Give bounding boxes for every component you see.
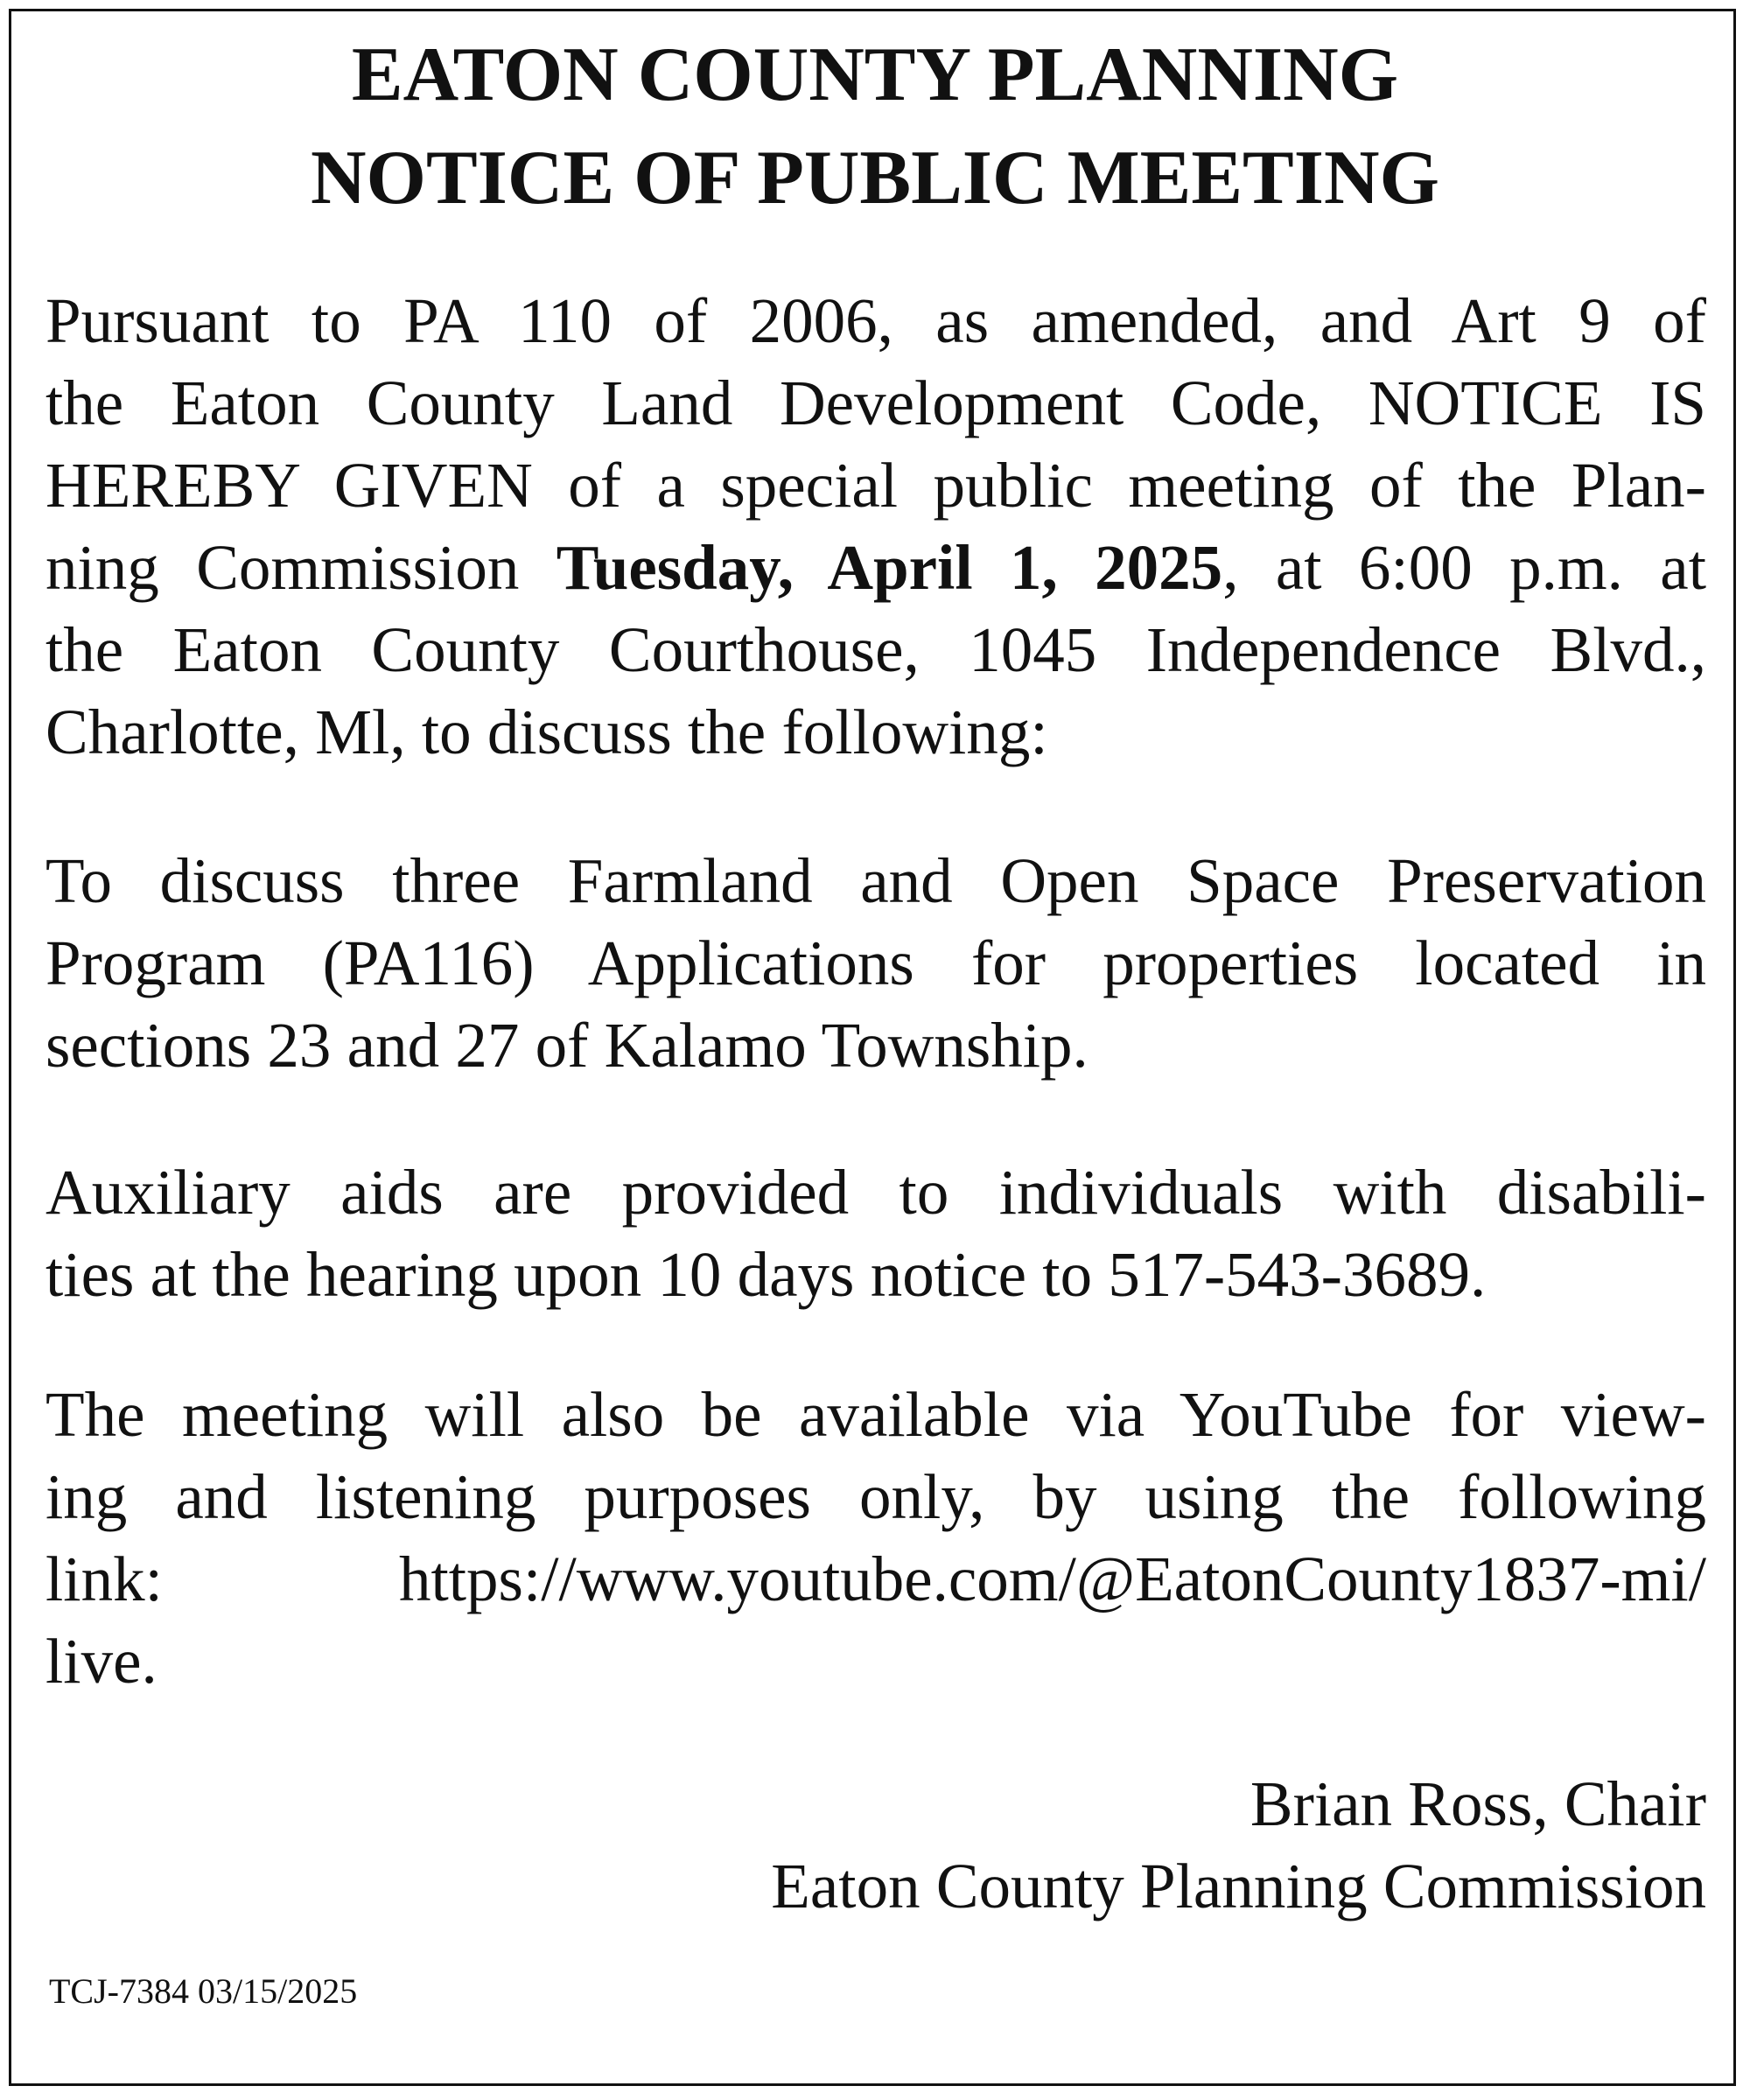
meeting-date: Tuesday, April 1, 2025 [556, 532, 1223, 603]
paragraph-3-line-1: Auxiliary aids are provided to individuals with disabili- [46, 1157, 1706, 1228]
notice-title-line-2: NOTICE OF PUBLIC MEETING [310, 136, 1439, 220]
notice-title-line-1: EATON COUNTY PLANNING [351, 32, 1399, 117]
paragraph-1-line-4 [46, 531, 1706, 605]
paragraph-2-line-3: sections 23 and 27 of Kalamo Township. [46, 1010, 1088, 1081]
paragraph-2-line-2: Program (PA116) Applications for properties located in [46, 928, 1706, 998]
paragraph-4-line-4: live. [46, 1626, 158, 1697]
paragraph-4-line-2: ing and listening purposes only, by using the following [46, 1461, 1706, 1532]
paragraph-1-line-1: Pursuant to PA 110 of 2006, as amended, and Art 9 of [46, 285, 1706, 356]
signature-name: Brian Ross, Chair [1250, 1768, 1706, 1839]
paragraph-1-line-5: the Eaton County Courthouse, 1045 Independence Blvd., [46, 614, 1706, 685]
paragraph-2-line-1: To discuss three Farmland and Open Space Preservation [46, 845, 1706, 916]
paragraph-1-line-3: HEREBY GIVEN of a special public meeting of the Plan- [46, 450, 1706, 521]
signature-organization: Eaton County Planning Commission [771, 1851, 1706, 1922]
line-4-start: ning Commission [46, 532, 556, 603]
line-4-end: , at 6:00 p.m. at [1222, 532, 1706, 603]
paragraph-3-line-2: ties at the hearing upon 10 days notice to 517-543-3689. [46, 1239, 1487, 1310]
paragraph-1-line-2: the Eaton County Land Development Code, NOTICE IS [46, 368, 1706, 438]
paragraph-1-line-6: Charlotte, Ml, to discuss the following: [46, 696, 1048, 767]
paragraph-4-line-1: The meeting will also be available via YouTube for view- [46, 1379, 1706, 1450]
paragraph-4-line-3: link: https://www.youtube.com/@EatonCounty1837-mi/ [46, 1544, 1706, 1614]
ad-reference-code: TCJ-7384 03/15/2025 [49, 1971, 358, 2011]
